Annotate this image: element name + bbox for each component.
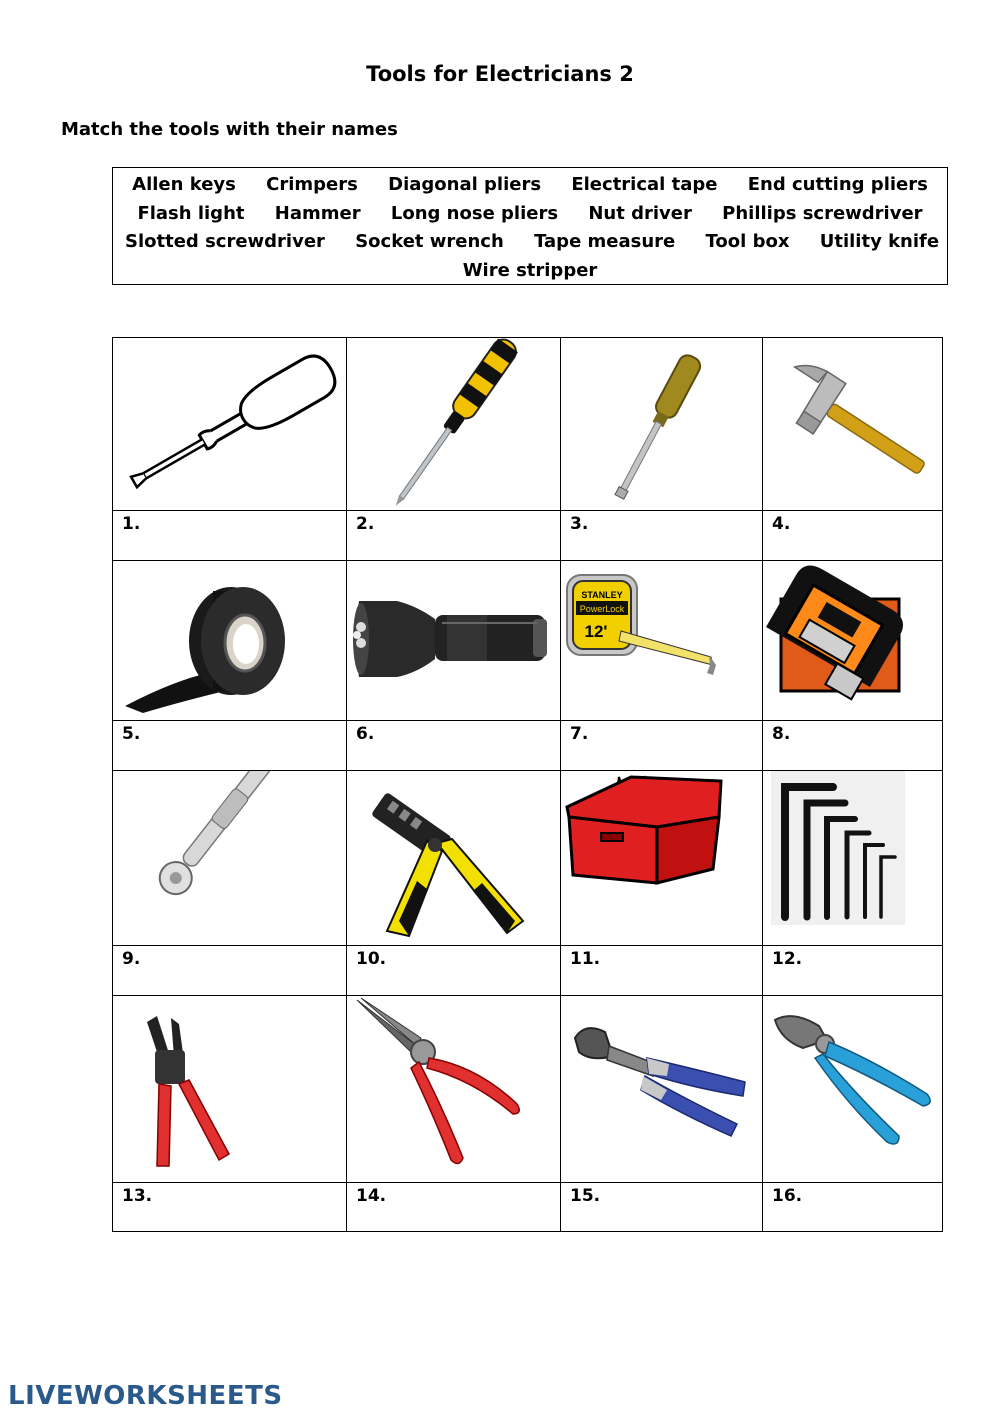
- instruction-text: Match the tools with their names: [61, 119, 398, 140]
- word-bank-item: Hammer: [274, 202, 361, 224]
- liveworksheets-logo: [8, 1381, 283, 1411]
- word-bank-item: Diagonal pliers: [388, 174, 542, 195]
- item-label: 8.: [772, 724, 791, 744]
- hammer-icon: [763, 338, 942, 510]
- grid-divider: [113, 1182, 942, 1183]
- end-cutting-pliers-icon: [561, 996, 762, 1182]
- word-bank-item: End cutting pliers: [747, 174, 928, 195]
- word-bank: [112, 167, 948, 285]
- grid-divider: [113, 510, 942, 511]
- word-bank-item: Socket wrench: [355, 231, 504, 252]
- slotted-screwdriver-icon: [561, 338, 762, 510]
- tape-brand: STANLEY: [581, 590, 623, 600]
- item-label: 12.: [772, 949, 803, 969]
- item-label: 15.: [570, 1186, 601, 1206]
- diagonal-pliers-icon: [763, 996, 942, 1182]
- word-bank-line-3: [113, 228, 947, 257]
- grid-divider: [113, 945, 942, 946]
- word-bank-item: Wire stripper: [462, 259, 598, 281]
- tape-model: PowerLock: [579, 604, 625, 614]
- long-nose-pliers-icon: [347, 996, 560, 1182]
- item-label: 16.: [772, 1186, 803, 1206]
- item-label: 4.: [772, 514, 791, 534]
- crimpers-icon: [347, 771, 560, 945]
- word-bank-item: Electrical tape: [571, 174, 718, 195]
- wire-stripper-icon: [113, 996, 346, 1182]
- word-bank-item: Crimpers: [266, 174, 358, 195]
- logo-text: LIVEWORKSHEETS: [8, 1381, 283, 1411]
- word-bank-item: Phillips screwdriver: [722, 202, 923, 224]
- item-label: 10.: [356, 949, 387, 969]
- item-label: 13.: [122, 1186, 153, 1206]
- item-label: 3.: [570, 514, 589, 534]
- item-label: 1.: [122, 514, 141, 534]
- item-label: 5.: [122, 724, 141, 744]
- item-label: 2.: [356, 514, 375, 534]
- item-label: 6.: [356, 724, 375, 744]
- word-bank-item: Tool box: [705, 231, 790, 252]
- tools-grid: [112, 337, 943, 1232]
- electrical-tape-icon: [113, 561, 346, 720]
- word-bank-item: Tape measure: [534, 231, 676, 252]
- allen-keys-icon: [763, 771, 942, 945]
- word-bank-item: Allen keys: [132, 174, 236, 195]
- item-label: 9.: [122, 949, 141, 969]
- item-label: 7.: [570, 724, 589, 744]
- socket-wrench-icon: [113, 771, 346, 945]
- word-bank-item: Long nose pliers: [390, 202, 559, 224]
- flashlight-icon: [347, 561, 560, 720]
- word-bank-item: Nut driver: [588, 202, 692, 224]
- grid-divider: [113, 720, 942, 721]
- word-bank-item: Utility knife: [819, 231, 940, 252]
- item-label: 14.: [356, 1186, 387, 1206]
- page-title: Tools for Electricians 2: [366, 62, 634, 86]
- word-bank-item: Slotted screwdriver: [125, 231, 325, 252]
- word-bank-line-1: [113, 171, 947, 200]
- word-bank-line-4: [113, 257, 947, 286]
- tape-measure-icon: [561, 561, 762, 720]
- item-label: 11.: [570, 949, 601, 969]
- outline-screwdriver-icon: [113, 338, 346, 510]
- tape-size: 12': [584, 622, 608, 641]
- word-bank-line-2: [113, 200, 947, 229]
- phillips-screwdriver-icon: [347, 338, 560, 510]
- word-bank-item: Flash light: [137, 202, 245, 224]
- utility-knife-icon: [763, 561, 942, 720]
- tool-box-icon: [561, 771, 762, 945]
